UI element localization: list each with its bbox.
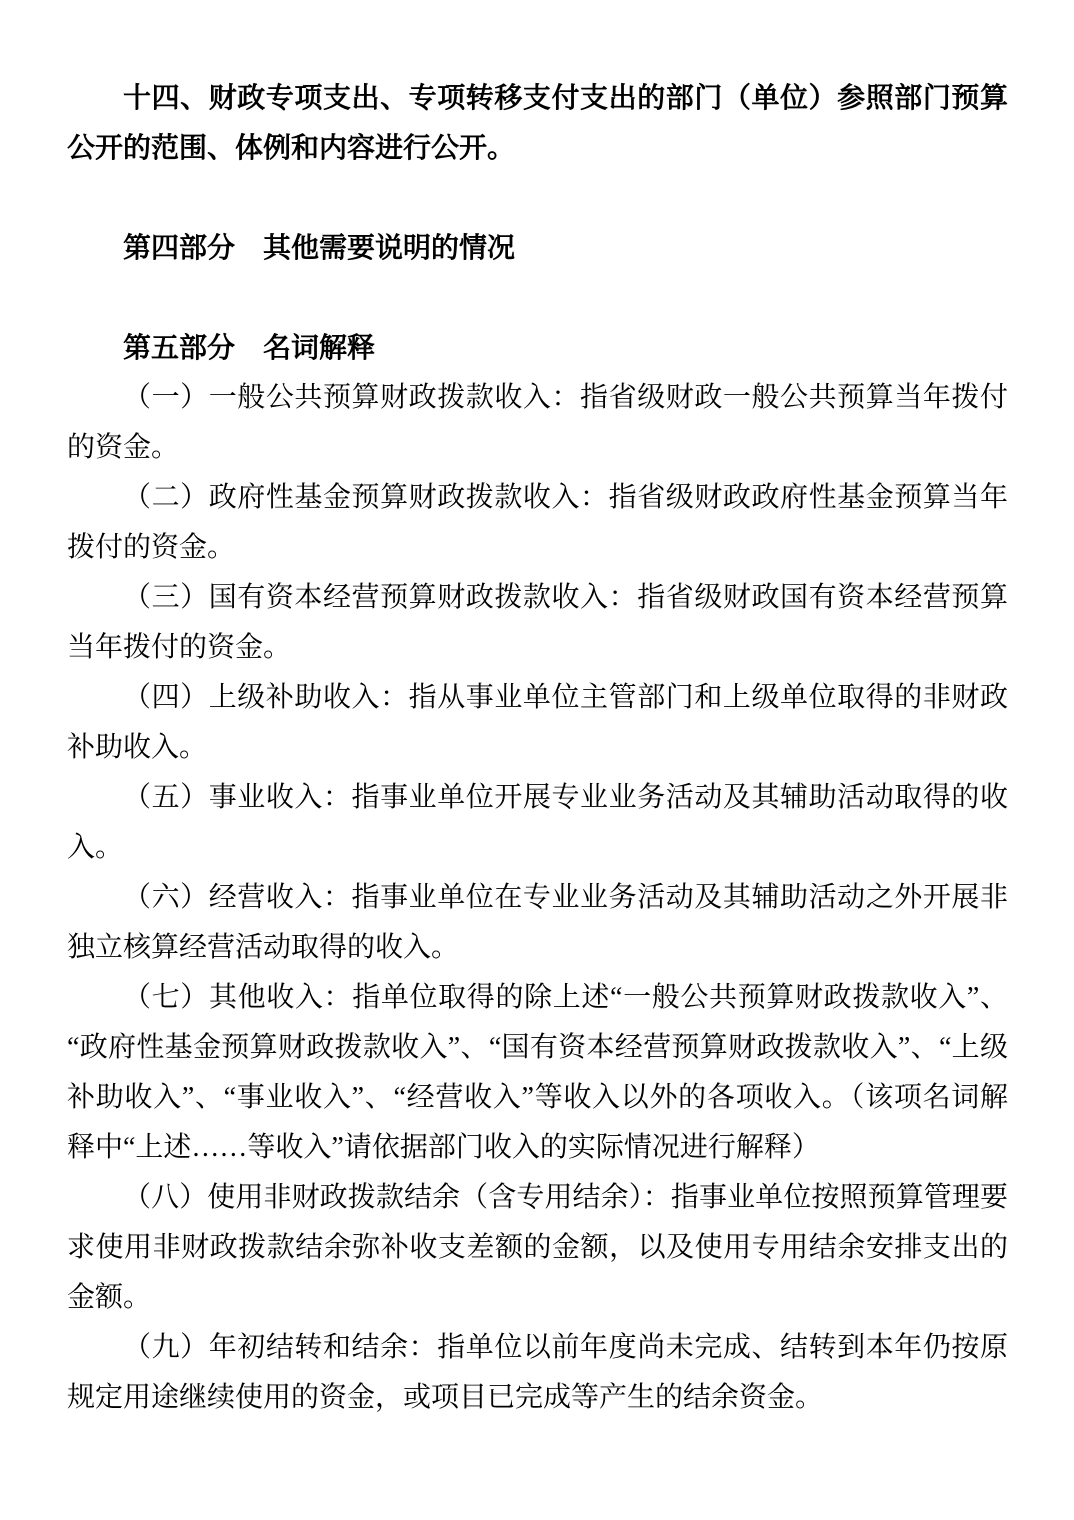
- definition-4: （四）上级补助收入：指从事业单位主管部门和上级单位取得的非财政补助收入。: [67, 682, 1008, 763]
- part4-heading: 第四部分 其他需要说明的情况: [123, 232, 516, 263]
- intro-paragraph: 十四、财政专项支出、专项转移支付支出的部门（单位）参照部门预算公开的范围、体例和内容进行公开。: [67, 82, 1008, 163]
- blank-line: [67, 273, 1008, 323]
- definition-6: （六）经营收入：指事业单位在专业业务活动及其辅助活动之外开展非独立核算经营活动取得的收入。: [67, 882, 1008, 963]
- definition-8: （八）使用非财政拨款结余（含专用结余）：指事业单位按照预算管理要求使用非财政拨款结余弥补收支差额的金额，以及使用专用结余安排支出的金额。: [67, 1182, 1008, 1313]
- definition-2: （二）政府性基金预算财政拨款收入：指省级财政政府性基金预算当年拨付的资金。: [67, 482, 1008, 563]
- definition-5: （五）事业收入：指事业单位开展专业业务活动及其辅助活动取得的收入。: [67, 782, 1008, 863]
- blank-line: [67, 173, 1008, 223]
- definition-3: （三）国有资本经营预算财政拨款收入：指省级财政国有资本经营预算当年拨付的资金。: [67, 582, 1008, 663]
- part5-heading: 第五部分 名词解释: [123, 332, 376, 363]
- definition-7: （七）其他收入：指单位取得的除上述“一般公共预算财政拨款收入”、“政府性基金预算财政拨款收入”、“国有资本经营预算财政拨款收入”、“上级补助收入”、“事业收入”、“经营收入”等收入以外的各项收入。（该项名词解释中“上述……等收入”请依据部门收入的实际情况进行解释）: [67, 982, 1008, 1163]
- definition-9: （九）年初结转和结余：指单位以前年度尚未完成、结转到本年仍按原规定用途继续使用的资金，或项目已完成等产生的结余资金。: [67, 1332, 1008, 1413]
- definition-1: （一）一般公共预算财政拨款收入：指省级财政一般公共预算当年拨付的资金。: [67, 382, 1008, 463]
